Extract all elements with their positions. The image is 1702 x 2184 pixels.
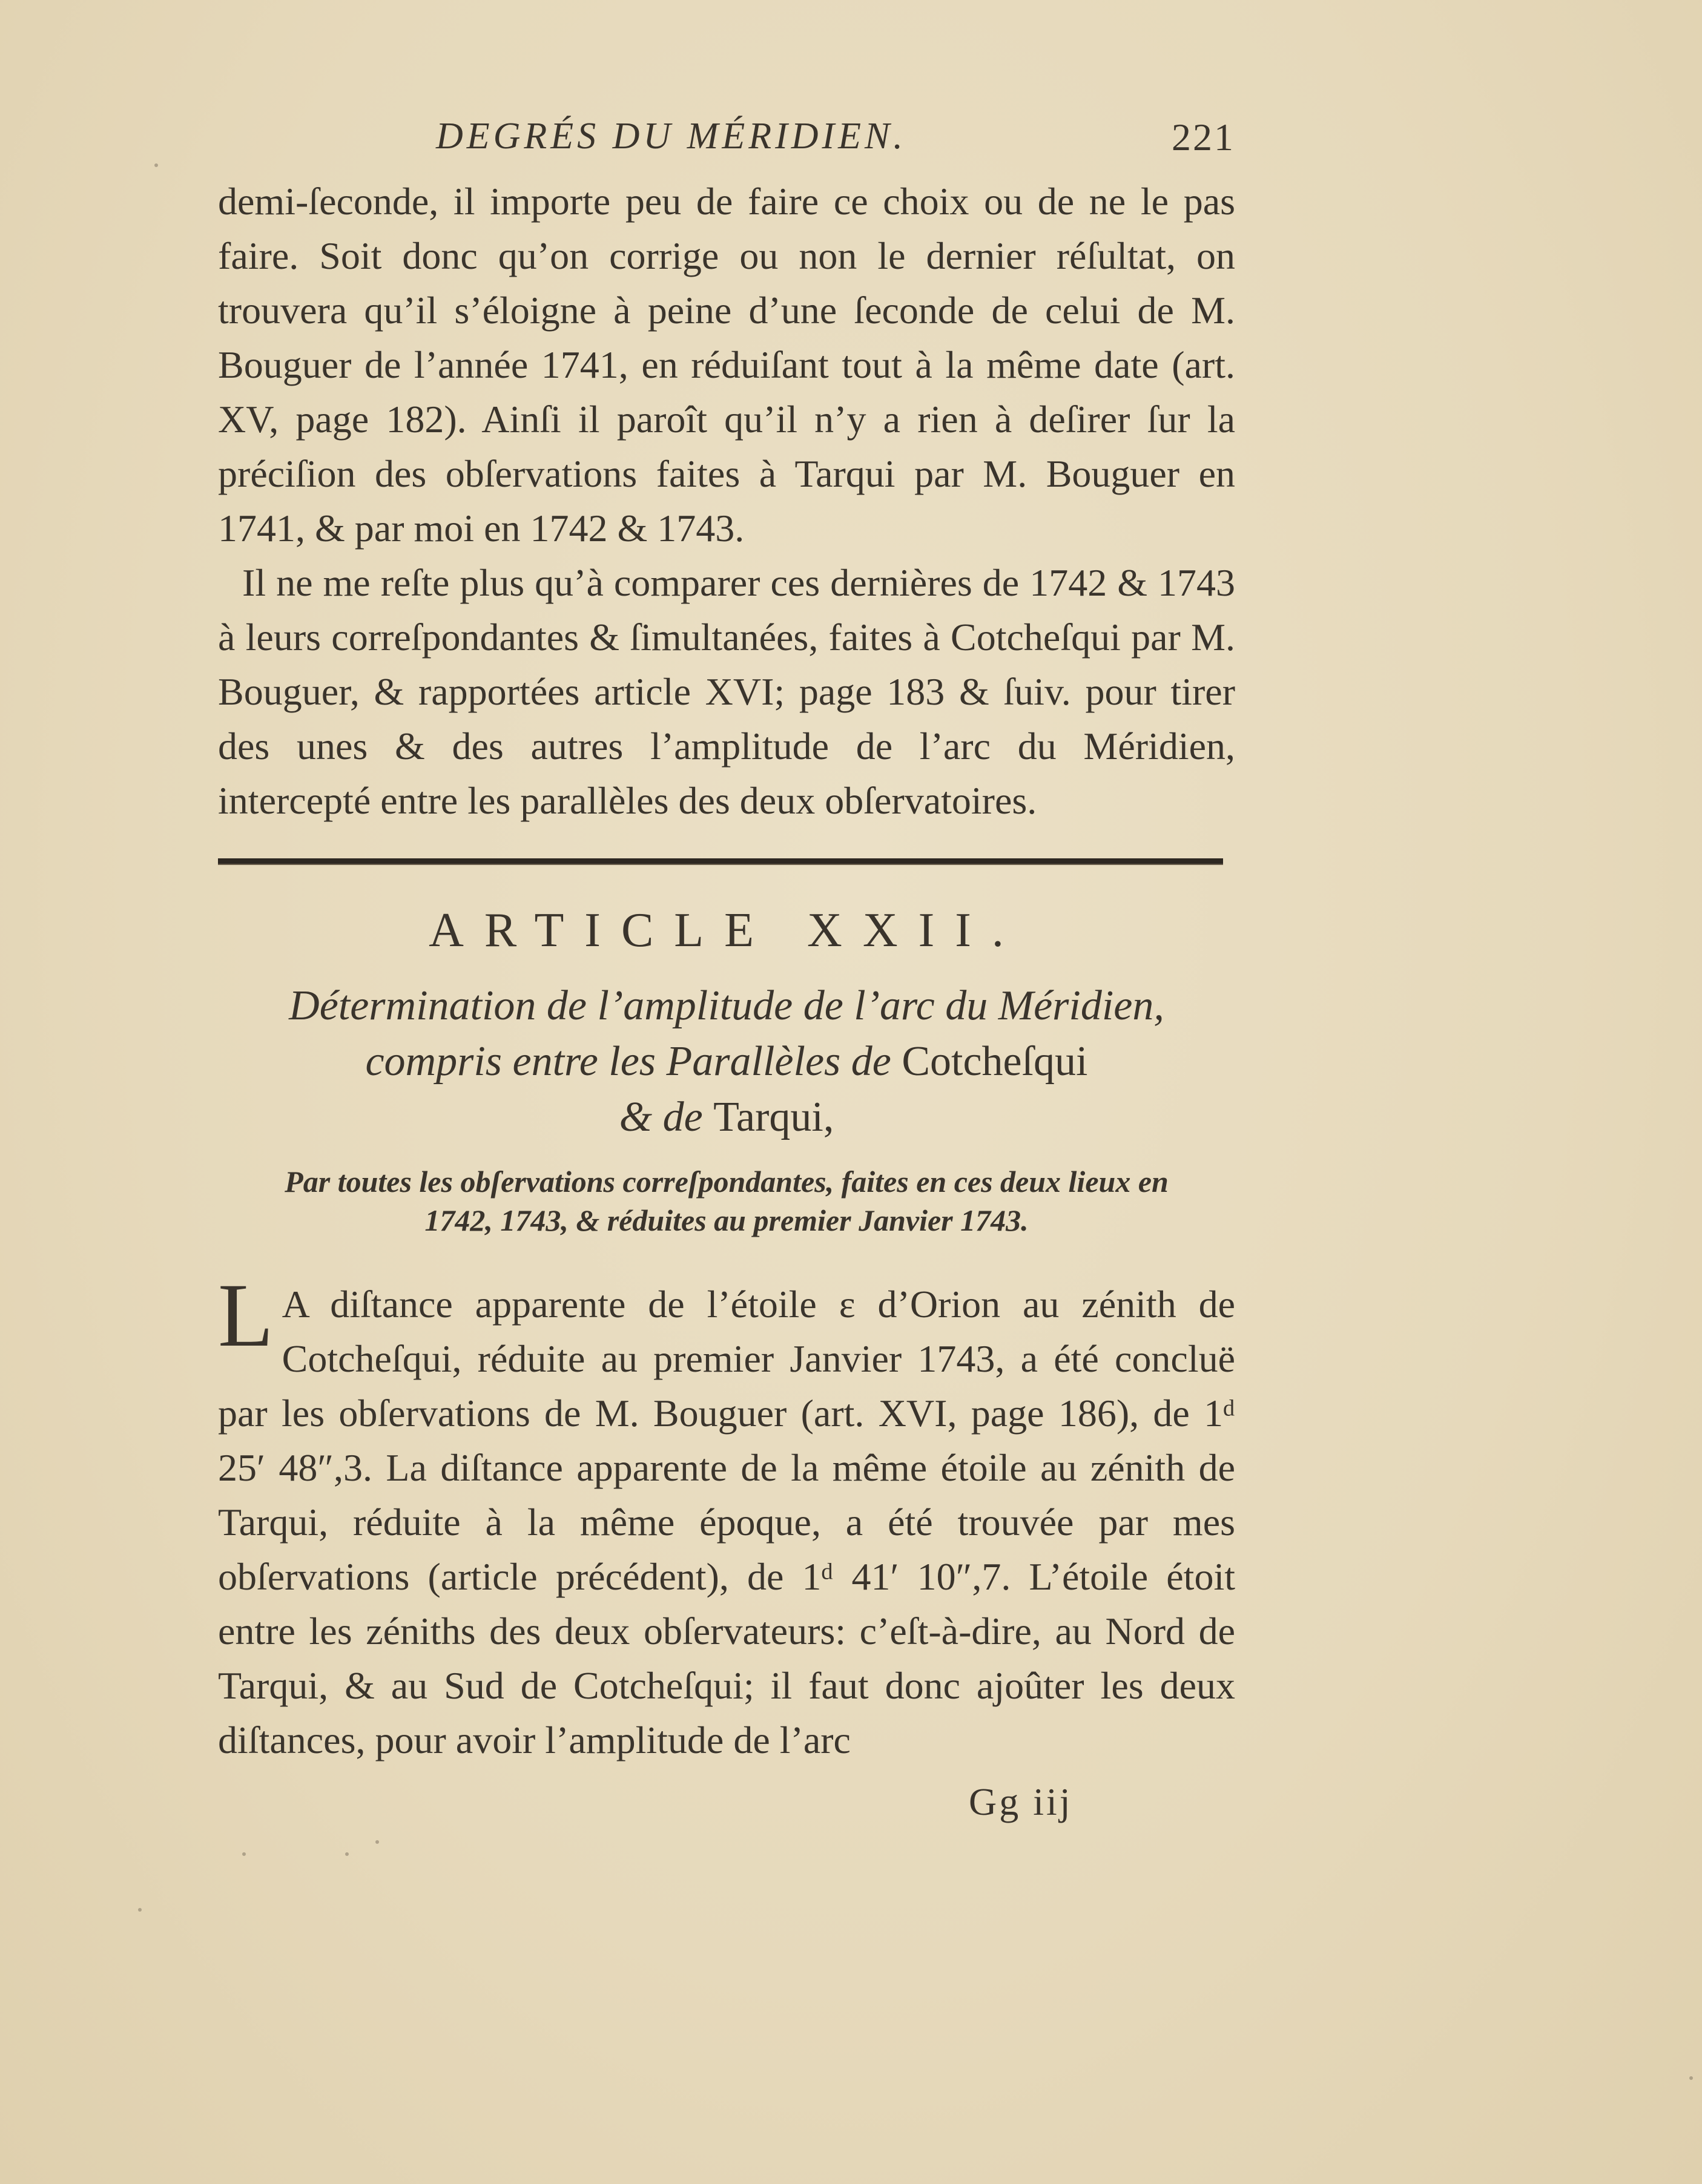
byline-line-2: 1742, 1743, & réduites au premier Janvier 1743. xyxy=(424,1203,1029,1237)
place-name-cotchesqui: Cotcheſqui xyxy=(902,1038,1088,1085)
article-subtitle xyxy=(218,978,1235,1145)
paper-speck xyxy=(375,1840,379,1844)
running-title: DEGRÉS DU MÉRIDIEN. xyxy=(436,116,906,157)
article-byline xyxy=(218,1162,1235,1240)
article-heading: ARTICLE XXII. xyxy=(429,904,1024,957)
byline-line-1: Par toutes les obſervations correſpondantes, faites en ces deux lieux en xyxy=(285,1165,1169,1199)
subtitle-line-2-italic: compris entre les Parallèles de xyxy=(365,1038,891,1085)
place-name-tarqui: Tarqui, xyxy=(713,1094,834,1140)
subtitle-line-3-italic: & de xyxy=(619,1094,703,1140)
drop-cap: L xyxy=(218,1265,274,1366)
top-text-block xyxy=(218,174,1235,828)
paper-speck xyxy=(345,1852,349,1856)
paper-speck xyxy=(242,1852,246,1856)
page-header xyxy=(218,115,1235,163)
paper-speck xyxy=(1689,2076,1693,2080)
subtitle-line-2 xyxy=(218,1034,1235,1090)
paper-speck xyxy=(154,163,158,167)
section-divider-rule xyxy=(218,858,1223,864)
body-text-block xyxy=(218,1265,1235,1768)
subtitle-line-3 xyxy=(218,1090,1235,1145)
signature-mark: Gg iij xyxy=(969,1780,1073,1823)
body-paragraph-text: A diſtance apparente de l’étoile ε d’Orion au zénith de Cotcheſqui, réduite au premier Janvier 1743, a été concluë par les obſervations de M. Bouguer (art. XVI, page 186), de 1ᵈ 25′ 48″,3. La diſtance apparente de la même étoile au zénith de Tarqui, réduite à la même époque, a été trouvée par mes obſervations (article précédent), de 1ᵈ 41′ 10″,7. L’étoile étoit entre les zéniths des deux obſervateurs: c’eſt-à-dire, au Nord de Tarqui, & au Sud de Cotcheſqui; il faut donc ajoûter les deux diſtances, pour avoir l’amplitude de l’arc xyxy=(218,1283,1235,1761)
paragraph-2: Il ne me reſte plus qu’à comparer ces dernières de 1742 & 1743 à leurs correſpondantes & ſimultanées, faites à Cotcheſqui par M. Bouguer, & rapportées article XVI; page 183 & ſuiv. pour tirer des unes & des autres l’amplitude de l’arc du Méridien, intercepté entre les parallèles des deux obſervatoires. xyxy=(218,561,1235,822)
paragraph-1: demi-ſeconde, il importe peu de faire ce choix ou de ne le pas faire. Soit donc qu’on corrige ou non le dernier réſultat, on trouvera qu’il s’éloigne à peine d’une ſeconde de celui de M. Bouguer de l’année 1741, en réduiſant tout à la même date (art. XV, page 182). Ainſi il paroît qu’il n’y a rien à deſirer ſur la préciſion des obſervations faites à Tarqui par M. Bouguer en 1741, & par moi en 1742 & 1743. xyxy=(218,180,1235,550)
subtitle-line-1: Détermination de l’amplitude de l’arc du Méridien, xyxy=(289,982,1164,1029)
paper-speck xyxy=(138,1908,142,1912)
page-number: 221 xyxy=(1172,116,1235,159)
body-paragraph xyxy=(218,1265,1235,1768)
